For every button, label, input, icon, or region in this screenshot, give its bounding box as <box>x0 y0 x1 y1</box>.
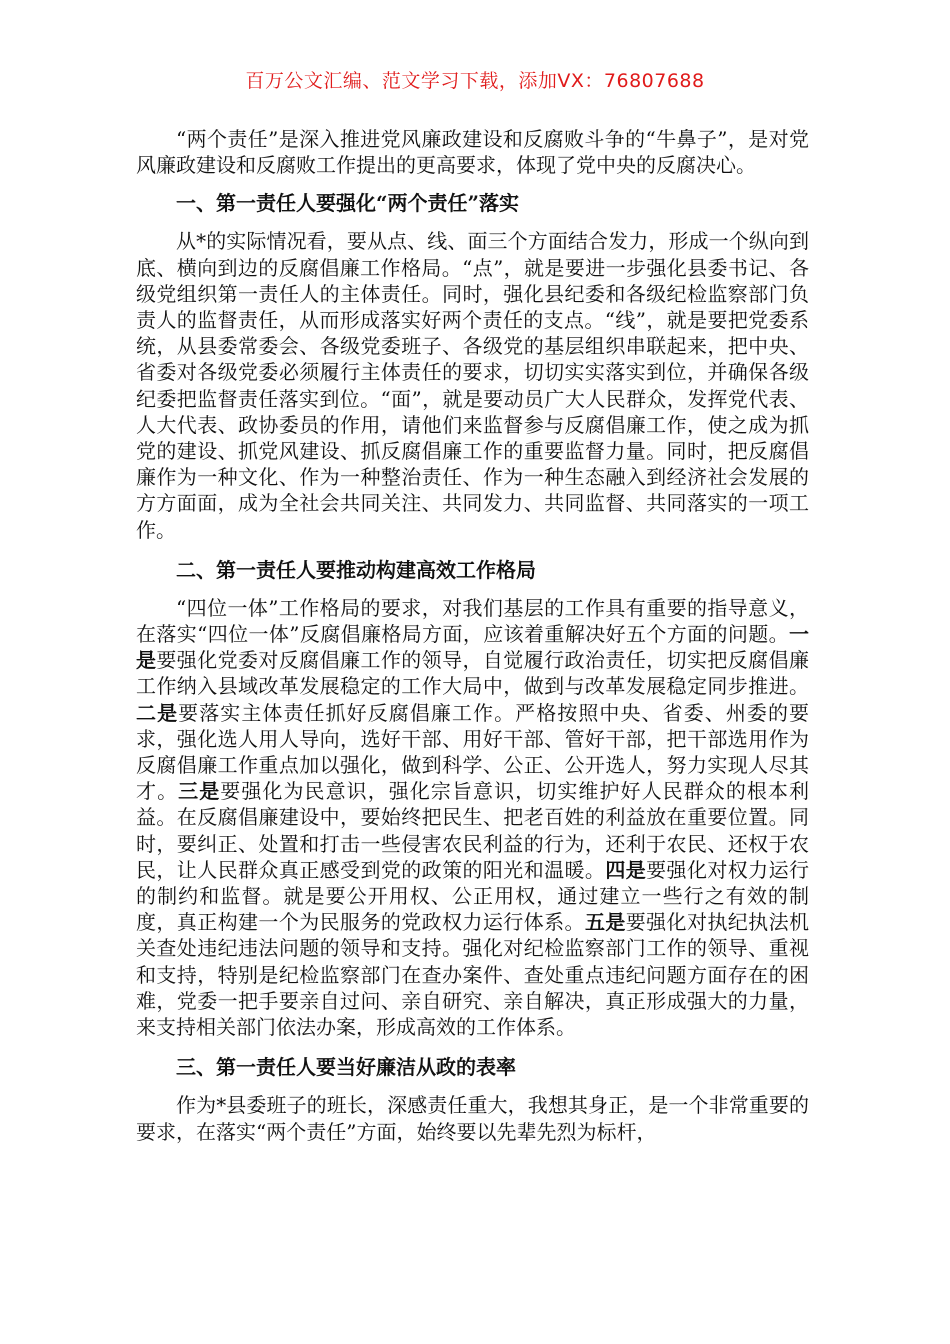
point-5-label: 五是 <box>584 910 626 935</box>
point-4-text: 要强化对权力运行的制约和监督。就是要公开用权、公正用权，通过建立一些行之有效的制度，真正构建一个为民服务的党政权力运行体系。 <box>136 857 809 935</box>
point-3-text: 要强化为民意识，强化宗旨意识，切实维护好人民群众的根本利益。在反腐倡廉建设中，要始终把民生、把老百姓的利益放在重要位置。同时，要纠正、处置和打击一些侵害农民利益的行为，还利于农民、还权于农民，让人民群众真正感受到党的政策的阳光和温暖。 <box>136 779 810 882</box>
document-body <box>136 126 809 1145</box>
point-2-text: 要落实主体责任抓好反腐倡廉工作。严格按照中央、省委、州委的要求，强化选人用人导向，选好干部、用好干部、管好干部，把干部选用作为反腐倡廉工作重点加以强化，做到科学、公正、公开选人，努力实现人尽其才。 <box>136 700 810 804</box>
point-5-text: 要强化对执纪执法机关查处违纪违法问题的领导和支持。强化对纪检监察部门工作的领导、重视和支持，特别是纪检监察部门在查办案件、查处重点违纪问题方面存在的困难，党委一把手要亲自过问、亲自研究、亲自解决，真正形成强大的力量，来支持相关部门依法办案，形成高效的工作体系。 <box>136 910 809 1040</box>
watermark-header: 百万公文汇编、范文学习下载，添加VX：76807688 <box>245 70 705 92</box>
point-1-text: 要强化党委对反腐倡廉工作的领导，自觉履行政治责任，切实把反腐倡廉工作纳入县域改革发展稳定的工作大局中，做到与改革发展稳定同步推进。 <box>136 648 809 699</box>
point-2-label: 二是 <box>136 700 179 725</box>
point-3-label: 三是 <box>178 779 221 804</box>
section-3-body: 作为*县委班子的班长，深感责任重大，我想其身正，是一个非常重要的要求，在落实“两个责任”方面，始终要以先辈先烈为标杆， <box>136 1093 809 1144</box>
section-2-intro: “四位一体”工作格局的要求，对我们基层的工作具有重要的指导意义，在落实“四位一体”反腐倡廉格局方面，应该着重解决好五个方面的问题。 <box>136 595 809 647</box>
point-1-label: 一是 <box>136 622 809 673</box>
section-2-heading: 二、第一责任人要推动构建高效工作格局 <box>176 557 536 582</box>
section-2-body <box>136 595 809 1040</box>
point-4-label: 四是 <box>605 857 647 882</box>
section-1-heading: 一、第一责任人要强化“两个责任”落实 <box>176 191 520 216</box>
section-1-body: 从*的实际情况看，要从点、线、面三个方面结合发力，形成一个纵向到底、横向到边的反腐倡廉工作格局。“点”，就是要进一步强化县委书记、各级党组织第一责任人的主体责任。同时，强化县纪委和各级纪检监察部门负责人的监督责任，从而形成落实好两个责任的支点。“线”，就是要把党委系统，从县委常委会、各级党委班子、各级党的基层组织串联起来，把中央、省委对各级党委必须履行主体责任的要求，切切实实落实到位，并确保各级纪委把监督责任落实到位。“面”，就是要动员广大人民群众，发挥党代表、人大代表、政协委员的作用，请他们来监督参与反腐倡廉工作，使之成为抓党的建设、抓党风建设、抓反腐倡廉工作的重要监督力量。同时，把反腐倡廉作为一种文化、作为一种整治责任、作为一种生态融入到经济社会发展的方方面面，成为全社会共同关注、共同发力、共同监督、共同落实的一项工作。 <box>136 229 809 542</box>
section-3-heading: 三、第一责任人要当好廉洁从政的表率 <box>176 1055 516 1080</box>
intro-paragraph: “两个责任”是深入推进党风廉政建设和反腐败斗争的“牛鼻子”，是对党风廉政建设和反腐败工作提出的更高要求，体现了党中央的反腐决心。 <box>136 127 809 178</box>
